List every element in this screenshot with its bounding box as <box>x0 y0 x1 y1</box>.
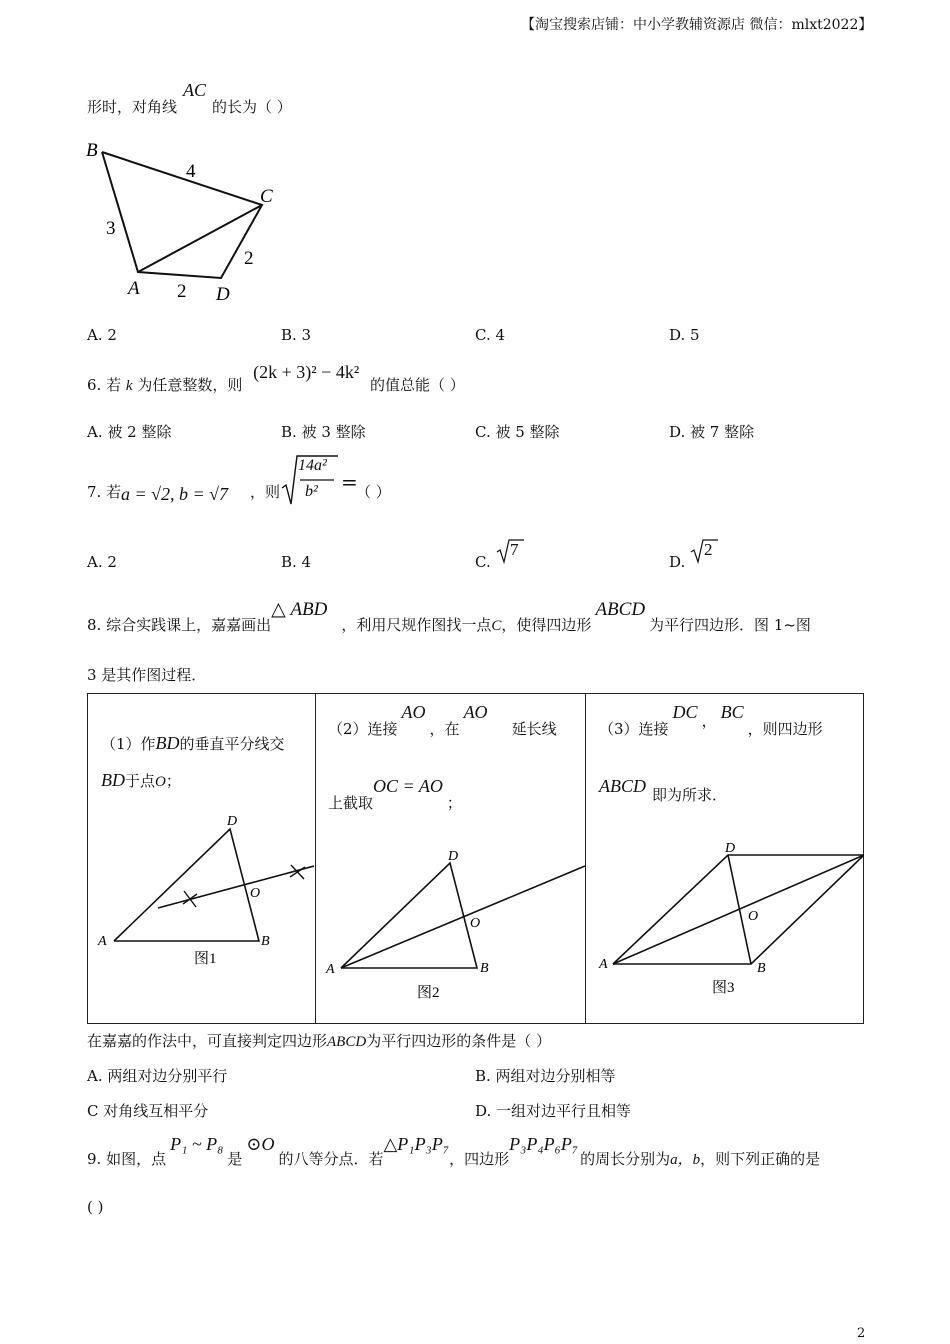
svg-text:B: B <box>261 934 270 949</box>
q6-expression: (2k + 3)² − 4k² <box>253 362 360 382</box>
q5-label-c: C <box>260 186 273 207</box>
svg-text:B: B <box>757 961 766 976</box>
q6-option-a[interactable]: A. 被 2 整除 <box>87 423 172 441</box>
q6-text1: 若 <box>106 376 122 394</box>
q5-option-c[interactable]: C. 4 <box>475 326 506 344</box>
q5-stem <box>87 80 292 116</box>
q7-then: ，则 <box>250 483 281 501</box>
q6-option-c[interactable]: C. 被 5 整除 <box>475 423 560 441</box>
q8-question: 在嘉嘉的作法中，可直接判定四边形ABCD为平行四边形的条件是（ ） <box>87 1032 551 1050</box>
svg-text:A: A <box>599 957 608 972</box>
q8-line1: 8. 综合实践课上，嘉嘉画出△ ABD，利用尺规作图找一点C，使得四边形ABCD为平行四边形．图 1~图 <box>87 599 811 634</box>
q5-label-d: D <box>216 284 230 305</box>
svg-text:图3: 图3 <box>712 980 735 996</box>
q6-k: k <box>125 378 133 394</box>
q7-blank: （ ） <box>356 483 391 501</box>
q7-option-a[interactable]: A. 2 <box>87 553 117 571</box>
q9-stem: 9. 如图，点P₁ ~ P₈是⊙O的八等分点．若△P₁P₃P₇，四边形P₃P₄P₆P₇的周长分别为a，b，则下列正确的是 <box>87 1134 821 1168</box>
q7-option-d[interactable]: D. <box>669 553 686 571</box>
q6-text3: 的值总能（ ） <box>370 376 465 394</box>
q8-abcd: ABCD <box>595 599 646 620</box>
q8-step2-line2: 上截取OC = AO； <box>328 776 462 812</box>
page-header: 【淘宝搜索店铺：中小学教辅资源店 微信：mlxt2022】 <box>521 17 873 33</box>
q5-option-d[interactable]: D. 5 <box>669 326 700 344</box>
q5-quad-outline <box>102 152 262 278</box>
q8-step2-line1: （2）连接AO，在AO延长线 <box>328 702 557 738</box>
q7-option-b[interactable]: B. 4 <box>281 553 312 571</box>
q6-stem <box>87 362 465 394</box>
svg-text:A: A <box>98 934 107 949</box>
q8-table-divider-1 <box>315 693 316 1024</box>
svg-text:O: O <box>470 916 481 931</box>
q8-step1-line1: （1）作BD的垂直平分线交 <box>101 733 285 753</box>
q5-label-a: A <box>128 278 140 299</box>
q6-option-d[interactable]: D. 被 7 整除 <box>669 423 755 441</box>
svg-text:图1: 图1 <box>194 951 217 967</box>
q9-points: P₁ ~ P₈ <box>170 1134 224 1154</box>
q8-option-b[interactable]: B. 两组对边分别相等 <box>475 1067 616 1085</box>
q5-option-a[interactable]: A. 2 <box>87 326 117 344</box>
svg-text:O: O <box>250 886 261 901</box>
q7-frac-num: 14a² <box>298 457 327 474</box>
q5-len-ad: 2 <box>177 281 187 302</box>
q5-len-cd: 2 <box>244 248 254 269</box>
q7-condition: a = √2, b = √7 <box>121 484 229 504</box>
q8-figure-1 <box>88 805 314 975</box>
q7-option-d-math: 2 <box>690 538 720 564</box>
q5-option-b[interactable]: B. 3 <box>281 326 312 344</box>
q8-option-c[interactable]: C 对角线互相平分 <box>87 1102 209 1120</box>
q7-option-c[interactable]: C. <box>475 553 491 571</box>
q5-lead: 形时，对角线 <box>87 98 178 116</box>
q7-option-c-math: 7 <box>496 538 526 564</box>
svg-text:A: A <box>326 962 335 977</box>
q6-option-b[interactable]: B. 被 3 整除 <box>281 423 366 441</box>
q7-num: 7. 若 <box>87 483 122 501</box>
svg-text:D: D <box>725 841 736 856</box>
page-number: 2 <box>857 1326 866 1341</box>
q5-label-b: B <box>86 140 98 161</box>
svg-text:D: D <box>227 814 238 829</box>
q8-step3-line2: ABCD 即为所求． <box>599 776 728 804</box>
svg-text:图2: 图2 <box>417 985 440 1001</box>
q5-len-bc: 4 <box>186 161 196 182</box>
q9-circle: ⊙O <box>246 1134 275 1154</box>
q5-len-ab: 3 <box>106 218 116 239</box>
svg-text:B: B <box>480 961 489 976</box>
svg-text:O: O <box>748 909 759 924</box>
svg-text:D: D <box>448 849 459 864</box>
q9-triangle: △P₁P₃P₇ <box>383 1134 450 1154</box>
q5-tail: 的长为（ ） <box>212 98 292 116</box>
q8-triangle-abd: △ ABD <box>271 599 328 620</box>
q6-text2: 为任意整数，则 <box>137 376 243 394</box>
q8-option-a[interactable]: A. 两组对边分别平行 <box>87 1067 228 1085</box>
q8-step1-line2: BD于点O； <box>101 770 181 790</box>
q8-option-d[interactable]: D. 一组对边平行且相等 <box>475 1102 632 1120</box>
q5-ac: AC <box>183 80 207 100</box>
q8-step3-line1: （3）连接DC ， BC，则四边形 <box>599 702 823 738</box>
q7-equals: = <box>341 470 358 494</box>
q8-table-divider-2 <box>585 693 586 1024</box>
q7-frac-den: b² <box>305 483 318 500</box>
q8-figure-3 <box>587 835 864 1000</box>
q6-num: 6. <box>87 376 102 394</box>
q9-blank: ( ) <box>87 1198 104 1216</box>
q8-figure-2 <box>317 845 585 1005</box>
q9-quadrilateral: P₃P₄P₆P₇ <box>509 1134 579 1154</box>
q8-line2: 3 是其作图过程． <box>87 666 207 684</box>
q5-figure <box>80 130 300 310</box>
